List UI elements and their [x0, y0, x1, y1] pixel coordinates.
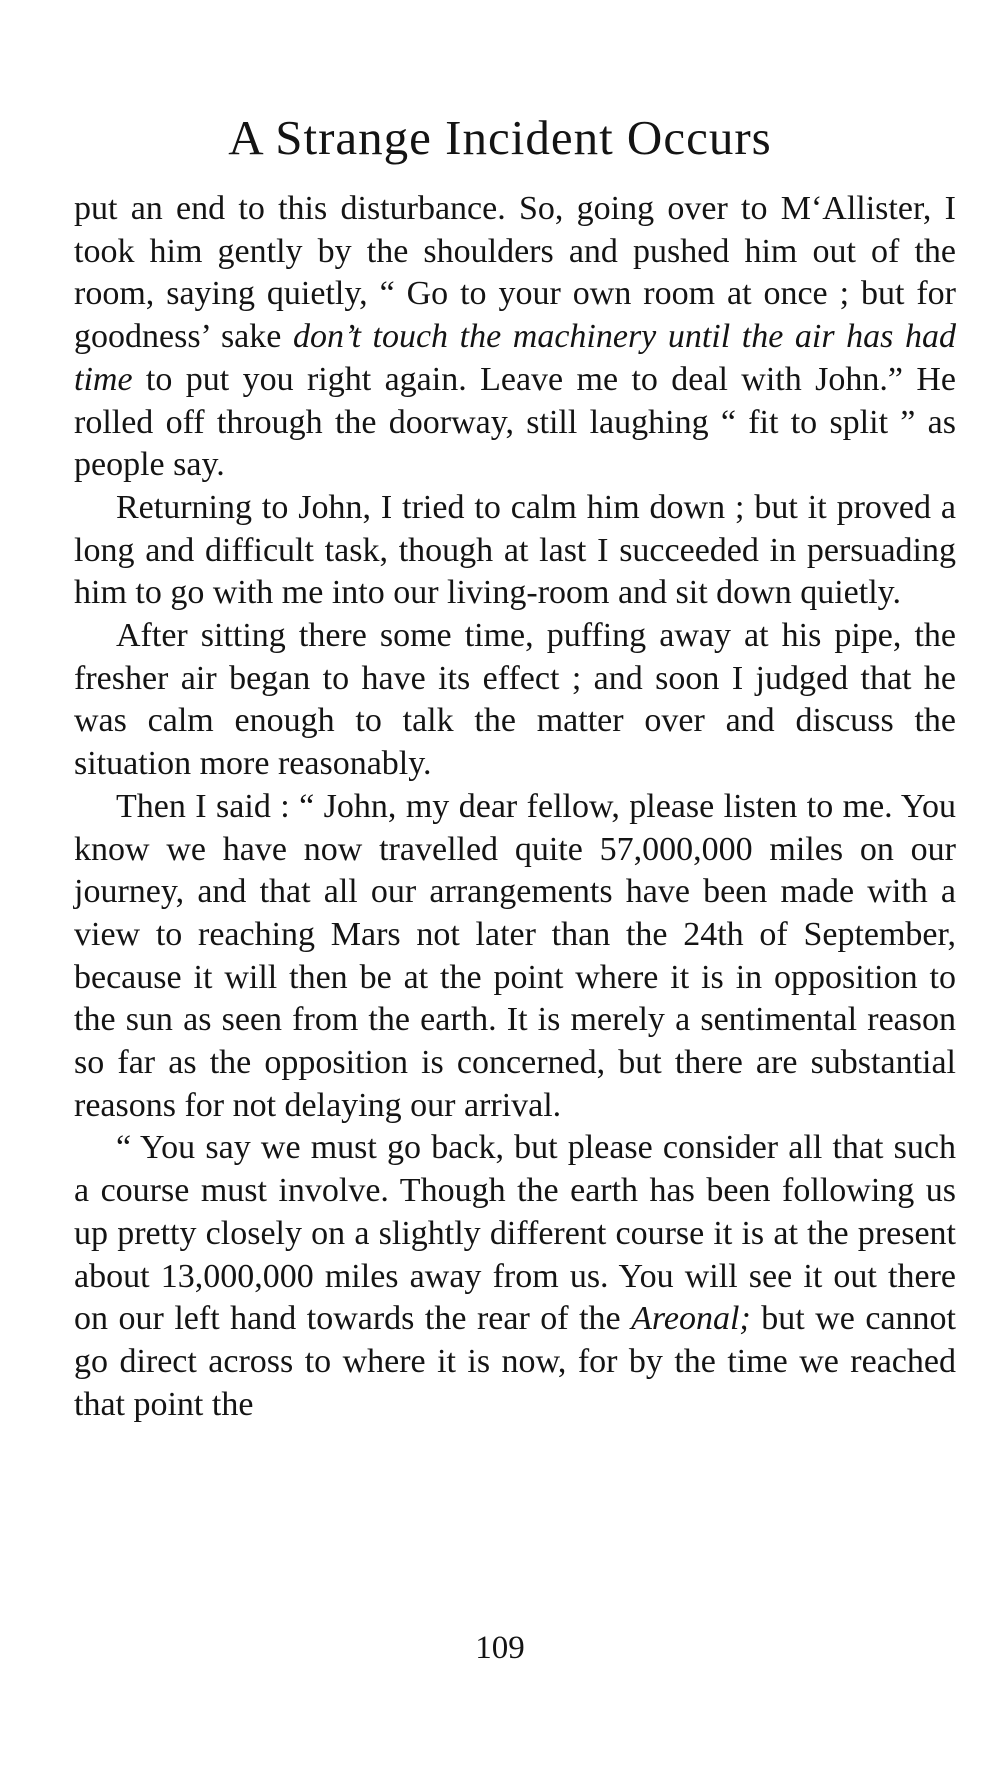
- paragraph: Then I said : “ John, my dear fellow, please listen to me. You know we have now travelled quite 57,000,000 miles on our journey, and that all our arrangements have been made with a view to reaching Mars not later than the 24th of September, because it will then be at the point where it is in opposition to the sun as seen from the earth. It is merely a sentimental reason so far as the opposition is concerned, but there are substantial reasons for not delaying our arrival.: [74, 787, 956, 1124]
- page-number: 109: [475, 1630, 525, 1666]
- text-span: put an end to this disturbance. So, going over to M‘Allister, I took him gently by the shoulders and pushed him out of the room, saying quietly, “ Go to your own room at once ; but for goodness’ sake: [74, 190, 956, 356]
- paragraph: Returning to John, I tried to calm him down ; but it proved a long and difficult task, though at last I succeeded in persuading him to go with me into our living-room and sit down quietly.: [74, 488, 956, 612]
- paragraph: After sitting there some time, puffing away at his pipe, the fresher air began to have its effect ; and soon I judged that he was calm enough to talk the matter over and discuss the situation more reasonably.: [74, 617, 956, 783]
- ship-name-italic: Areonal;: [631, 1300, 751, 1338]
- text-span: “ You say we must go back, but please consider all that such a course must involve. Though the earth has been following us up pretty closely on a slightly different course it is at the present about 13,000,000 miles away from us. You will see it out there on our left hand towards the rear of the: [74, 1129, 956, 1338]
- body-text: [74, 188, 956, 1426]
- italic-text-span: don’t touch the machinery until the air has had time: [74, 318, 956, 398]
- text-span: to put you right again. Leave me to deal with John.” He rolled off through the doorway, still laughing “ fit to split ” as people say.: [74, 360, 956, 484]
- text-span: but we cannot go direct across to where it is now, for by the time we reached that point the: [74, 1300, 957, 1423]
- paragraph-continuation: [74, 188, 956, 487]
- running-title: A Strange Incident Occurs: [228, 110, 772, 165]
- paragraph: [74, 1127, 956, 1426]
